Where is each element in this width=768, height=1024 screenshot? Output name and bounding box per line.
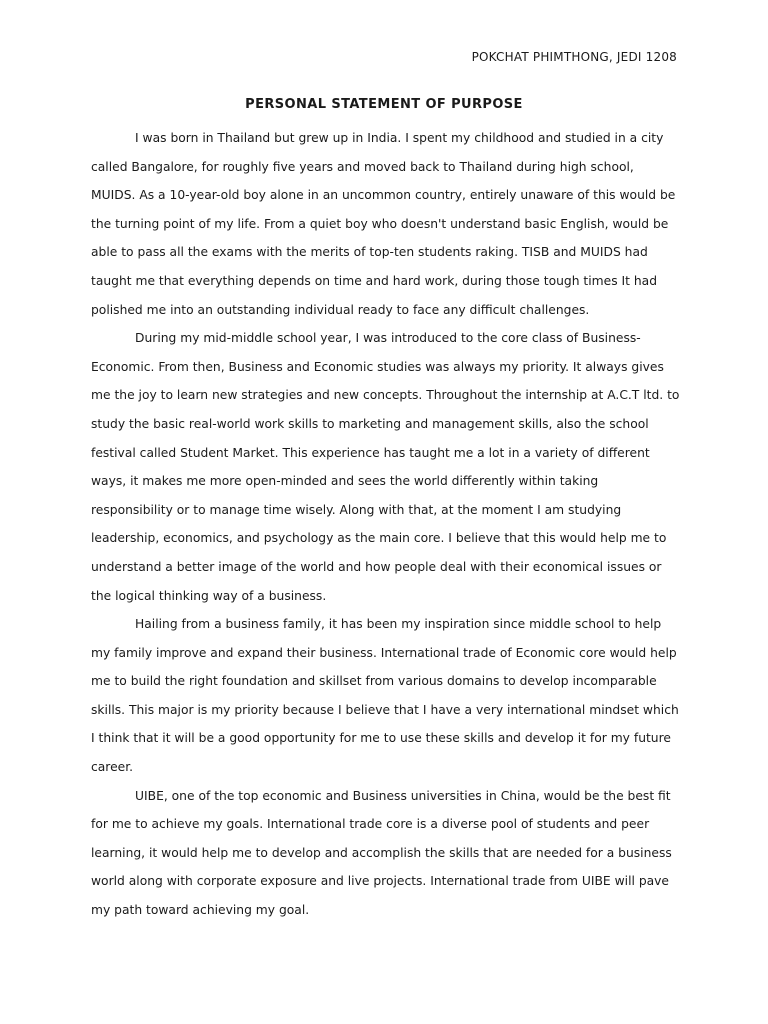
- document-title: PERSONAL STATEMENT OF PURPOSE: [245, 97, 523, 112]
- document-body: [91, 124, 681, 925]
- paragraph: UIBE, one of the top economic and Business universities in China, would be the best fit for me to achieve my goals. International trade core is a diverse pool of students and peer learning, it would help me to develop and accomplish the skills that are needed for a business world along with corporate exposure and live projects. International trade from UIBE will pave my path toward achieving my goal.: [91, 788, 672, 918]
- author-header: POKCHAT PHIMTHONG, JEDI 1208: [471, 50, 677, 64]
- paragraph: Hailing from a business family, it has been my inspiration since middle school to help my family improve and expand their business. International trade of Economic core would help me to build the right foundation and skillset from various domains to develop incomparable skills. This major is my priority because I believe that I have a very international mindset which I think that it will be a good opportunity for me to use these skills and develop it for my future career.: [91, 617, 679, 775]
- paragraph: During my mid-middle school year, I was introduced to the core class of Business-Economic. From then, Business and Economic studies was always my priority. It always gives me the joy to learn new strategies and new concepts. Throughout the internship at A.C.T ltd. to study the basic real-world work skills to marketing and management skills, also the school festival called Student Market. This experience has taught me a lot in a variety of different ways, it makes me more open-minded and sees the world differently within taking responsibility or to manage time wisely. Along with that, at the moment I am studying leadership, economics, and psychology as the main core. I believe that this would help me to understand a better image of the world and how people deal with their economical issues or the logical thinking way of a business.: [91, 331, 680, 603]
- paragraph: I was born in Thailand but grew up in India. I spent my childhood and studied in a city called Bangalore, for roughly five years and moved back to Thailand during high school, MUIDS. As a 10-year-old boy alone in an uncommon country, entirely unaware of this would be the turning point of my life. From a quiet boy who doesn't understand basic English, would be able to pass all the exams with the merits of top-ten students raking. TISB and MUIDS had taught me that everything depends on time and hard work, during those tough times It had polished me into an outstanding individual ready to face any difficult challenges.: [91, 131, 676, 317]
